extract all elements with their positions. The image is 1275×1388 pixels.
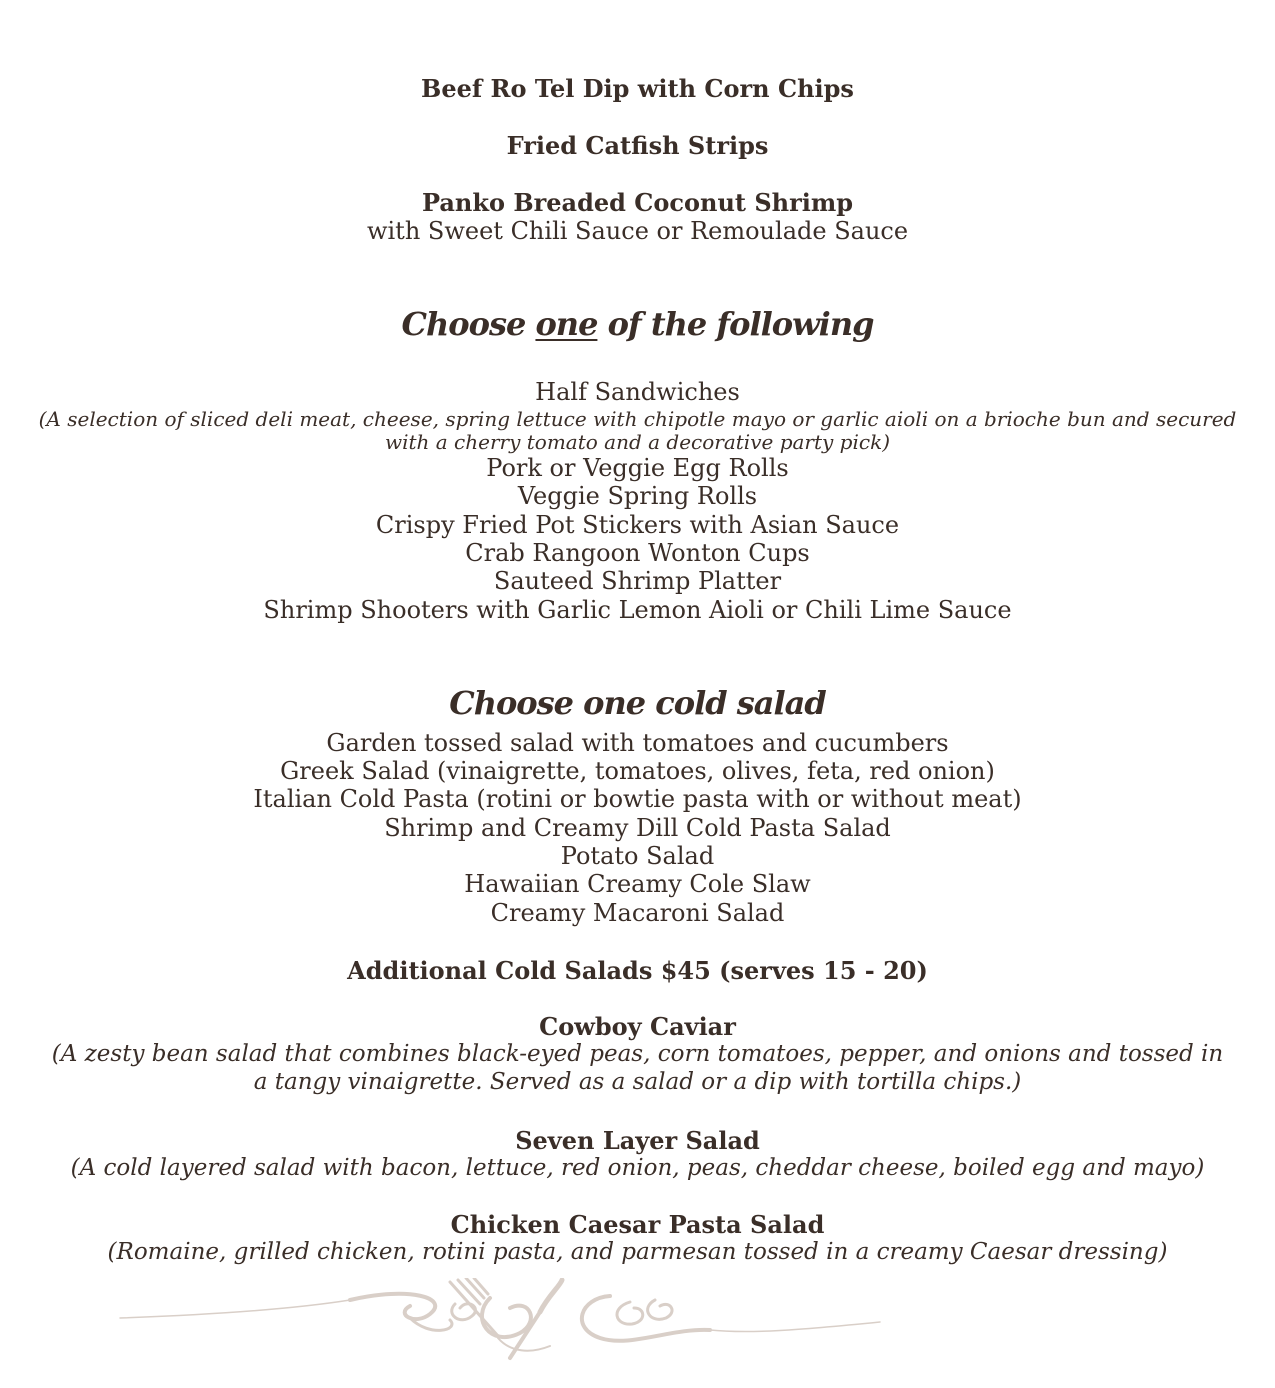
appetizer-note: with Sweet Chili Sauce or Remoulade Sauce bbox=[366, 217, 909, 245]
choose-one-heading: Choose one of the following bbox=[401, 305, 874, 343]
salad-item: Potato Salad bbox=[560, 842, 715, 870]
additional-item-title: Cowboy Caviar bbox=[539, 1012, 736, 1041]
additional-item-desc: (A zesty bean salad that combines black-eyed peas, corn tomatoes, pepper, and onions and tossed in bbox=[51, 1041, 1224, 1067]
sandwich-note: with a cherry tomato and a decorative party pick) bbox=[384, 430, 890, 454]
menu-item: Crispy Fried Pot Stickers with Asian Sauce bbox=[375, 511, 900, 539]
additional-item-title: Chicken Caesar Pasta Salad bbox=[450, 1210, 825, 1239]
salad-item: Greek Salad (vinaigrette, tomatoes, olives, feta, red onion) bbox=[280, 757, 995, 785]
fork-knife-swirl-icon bbox=[110, 1278, 890, 1368]
cold-salad-heading: Choose one cold salad bbox=[449, 684, 826, 722]
salad-item: Hawaiian Creamy Cole Slaw bbox=[464, 870, 811, 898]
salad-item: Garden tossed salad with tomatoes and cucumbers bbox=[326, 729, 949, 757]
salad-item: Shrimp and Creamy Dill Cold Pasta Salad bbox=[384, 814, 891, 842]
additional-salads-heading: Additional Cold Salads $45 (serves 15 - 20) bbox=[347, 956, 928, 985]
additional-item-desc: (Romaine, grilled chicken, rotini pasta, and parmesan tossed in a creamy Caesar dressing) bbox=[107, 1239, 1168, 1265]
sandwich-note: (A selection of sliced deli meat, cheese, spring lettuce with chipotle mayo or garlic aioli on a brioche bun and secured bbox=[38, 407, 1237, 431]
appetizer-title: Fried Catfish Strips bbox=[506, 131, 769, 160]
additional-item-desc: a tangy vinaigrette. Served as a salad or a dip with tortilla chips.) bbox=[253, 1069, 1022, 1095]
menu-item: Crab Rangoon Wonton Cups bbox=[465, 539, 810, 567]
menu-item: Pork or Veggie Egg Rolls bbox=[486, 454, 789, 482]
appetizer-title: Panko Breaded Coconut Shrimp bbox=[421, 188, 854, 217]
menu-item: Sauteed Shrimp Platter bbox=[493, 567, 782, 595]
menu-item: Shrimp Shooters with Garlic Lemon Aioli or Chili Lime Sauce bbox=[263, 596, 1012, 624]
appetizer-title: Beef Ro Tel Dip with Corn Chips bbox=[421, 74, 854, 103]
salad-item: Creamy Macaroni Salad bbox=[490, 899, 785, 927]
menu-item: Half Sandwiches bbox=[535, 378, 740, 406]
menu-item: Veggie Spring Rolls bbox=[517, 482, 758, 510]
additional-item-desc: (A cold layered salad with bacon, lettuce, red onion, peas, cheddar cheese, boiled egg and mayo) bbox=[70, 1155, 1205, 1181]
additional-item-title: Seven Layer Salad bbox=[515, 1126, 760, 1155]
salad-item: Italian Cold Pasta (rotini or bowtie pasta with or without meat) bbox=[253, 785, 1022, 813]
